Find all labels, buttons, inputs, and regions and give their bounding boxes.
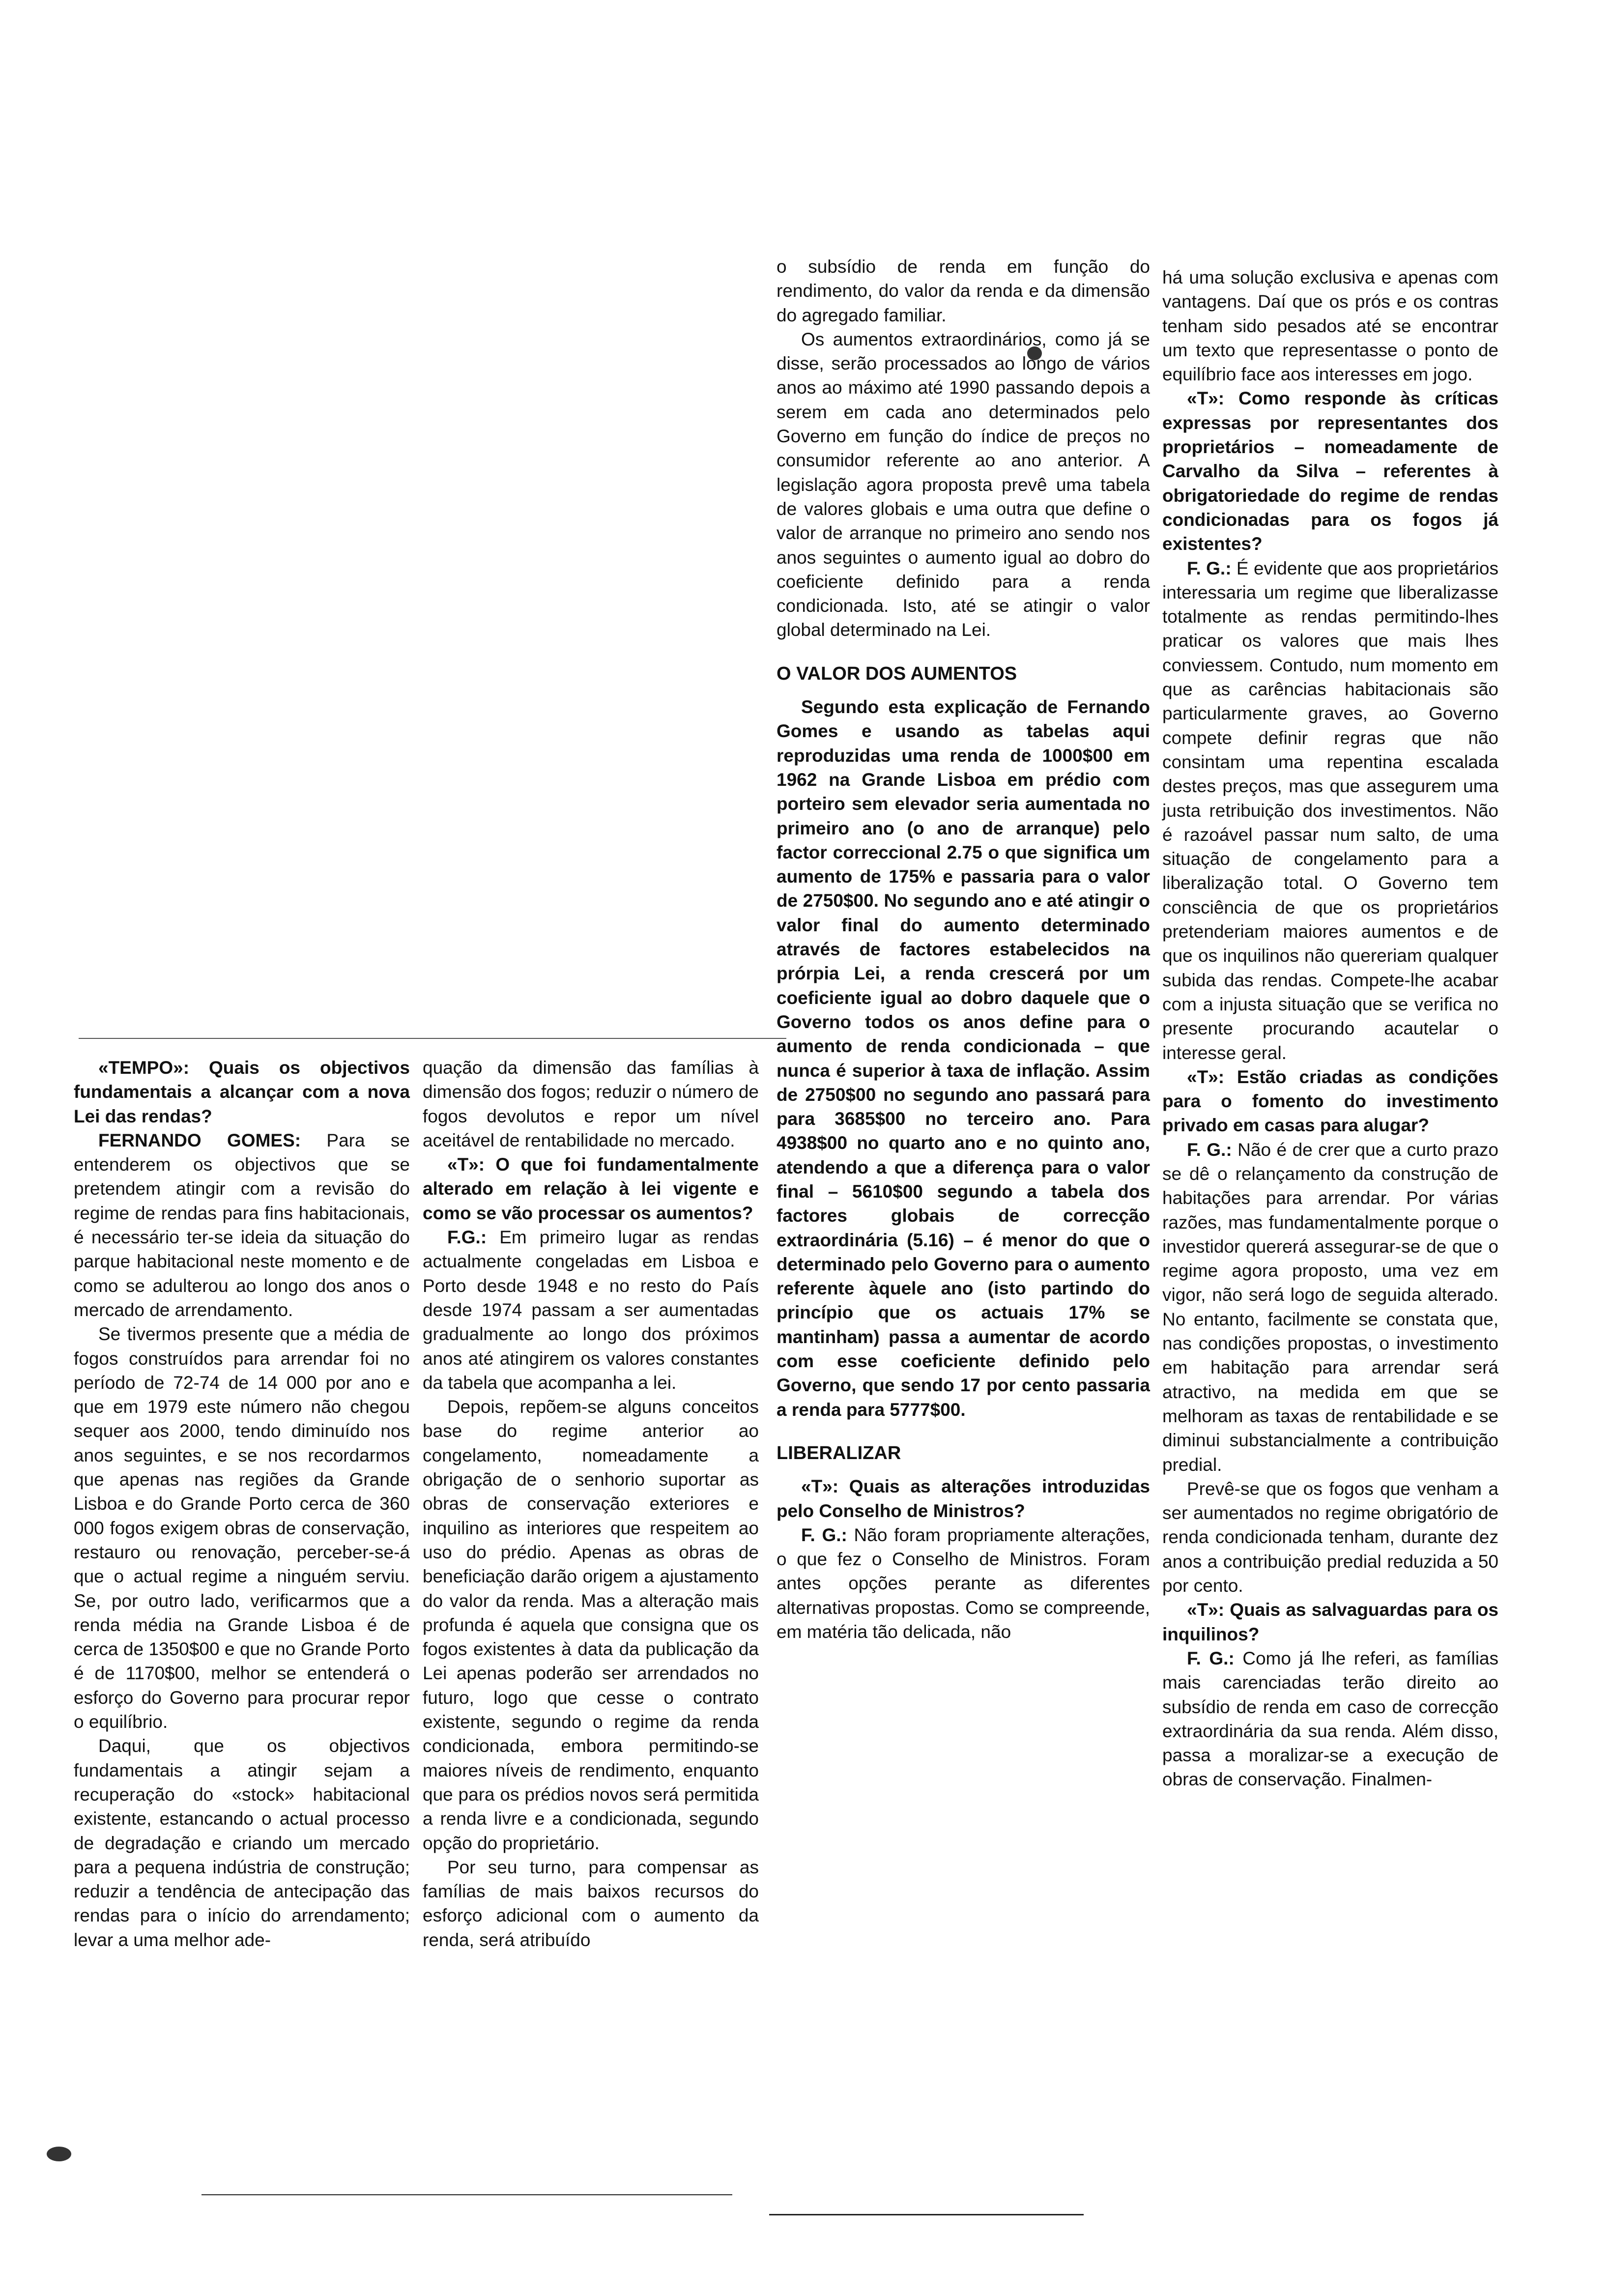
answer-text: Não foram propriamente alterações, o que fez o Conselho de Ministros. Foram antes opções perante as diferentes alternativas propostas. Como se compreende, em matéria tão delicada, não <box>777 1524 1150 1642</box>
section-heading: LIBERALIZAR <box>777 1442 901 1464</box>
article-paragraph: Segundo esta explicação de Fernando Gomes e usando as tabelas aqui reproduzidas uma renda de 1000$00 em 1962 na Grande Lisboa em prédio com porteiro sem elevador seria aumentada no primeiro ano (o ano de arranque) pelo factor correccional 2.75 o que significa um aumento de 175% e passaria para o valor de 2750$00. No segundo ano e até atingir o valor final do aumento determinado através de factores estabelecidos na prórpia Lei, a renda crescerá por um coeficiente igual ao dobro daquele que o Governo todos os anos define para o aumento de renda condicionada – que nunca é superior à taxa de inflação. Assim de 2750$00 no segundo ano passará para para 3685$00 no terceiro ano. Para 4938$00 no quarto ano e no quinto ano, atendendo a que a diferença para o valor final – 5610$00 segundo a tabela dos factores globais de correcção extraordinária (5.16) – é menor do que o determinado pelo Governo para o aumento referente àquele ano (isto partindo do princípio que os actuais 17% se mantinham) passa a aumentar de acordo com esse coeficiente definido pelo Governo, que sendo 17 por cento passaria a renda para 5777$00. <box>777 697 1150 1420</box>
article-paragraph <box>777 1523 1150 1644</box>
interview-question: «T»: Como responde às críticas expressas por representantes dos proprietários – nomeadamente de Carvalho da Silva – referentes à obrigatoriedade do regime de rendas condicionadas para os fogos já existentes? <box>1162 388 1498 554</box>
speaker-label: F. G.: <box>1187 1648 1235 1668</box>
interview-question: «T»: Quais as salvaguardas para os inquilinos? <box>1162 1600 1498 1644</box>
section-heading: O VALOR DOS AUMENTOS <box>777 663 1017 684</box>
answer-text: Para se entenderem os objectivos que se pretendem atingir com a revisão do regime de rendas para fins habitacionais, é necessário ter-se ideia da situação do parque habitacional neste momento e de como se adulterou ao longo dos anos o mercado de arrendamento. <box>74 1130 410 1320</box>
answer-text: Em primeiro lugar as rendas actualmente congeladas em Lisboa e Porto desde 1948 e no resto do País desde 1974 passam a ser aumentadas gradualmente ao longo dos próximos anos até atingirem os valores constantes da tabela que acompanha a lei. <box>423 1227 759 1393</box>
interview-question: «T»: Quais as alterações introduzidas pelo Conselho de Ministros? <box>777 1476 1150 1521</box>
scan-speck <box>47 2147 71 2161</box>
article-paragraph: quação da dimensão das famílias à dimensão dos fogos; reduzir o número de fogos devolutos e repor um nível aceitável de rentabilidade no mercado. <box>423 1058 759 1150</box>
article-column-1 <box>74 1056 410 1952</box>
article-paragraph <box>423 1225 759 1395</box>
article-paragraph: Prevê-se que os fogos que venham a ser aumentados no regime obrigatório de renda condicionada tenham, durante dez anos a contribuição predial reduzida a 50 por cento. <box>1162 1478 1498 1596</box>
article-paragraph <box>74 1128 410 1322</box>
article-paragraph <box>1162 1646 1498 1792</box>
article-paragraph: Os aumentos extraordinários, como já se disse, serão processados ao longo de vários anos ao máximo até 1990 passando depois a serem em cada ano determinados pelo Governo em função do índice de preços no consumidor referente ao ano anterior. A legislação agora proposta prevê uma tabela de valores globais e uma outra que define o valor de arranque no primeiro ano sendo nos anos seguintes o aumento igual ao dobro do coeficiente definido para a renda condicionada. Isto, até se atingir o valor global determinado na Lei. <box>777 329 1150 640</box>
article-paragraph: o subsídio de renda em função do rendimento, do valor da renda e da dimensão do agregado familiar. <box>777 257 1150 325</box>
speaker-label: F.G.: <box>447 1227 487 1248</box>
speaker-label: F. G.: <box>1187 558 1232 578</box>
article-paragraph: há uma solução exclusiva e apenas com vantagens. Daí que os prós e os contras tenham sido pesados até se encontrar um texto que representasse o ponto de equilíbrio face aos interesses em jogo. <box>1162 267 1498 385</box>
answer-text: Como já lhe referi, as famílias mais carenciadas terão direito ao subsídio de renda em caso de correcção extraordinária da sua renda. Além disso, passa a moralizar-se a execução de obras de conservação. Finalmen- <box>1162 1648 1498 1790</box>
article-paragraph: Depois, repõem-se alguns conceitos base do regime anterior ao congelamento, nomeadamente a obrigação de o senhorio suportar as obras de conservação exteriores e inquilino as interiores que respeitem ao uso do prédio. Apenas as obras de beneficiação darão origem a ajustamento do valor da renda. Mas a alteração mais profunda é aquela que consigna que os fogos existentes à data da publicação da Lei apenas poderão ser arrendados no futuro, logo que cesse o contrato existente, segundo o regime da renda condicionada, embora permitindo-se maiores níveis de rendimento, enquanto que para os prédios novos será permitida a renda livre e a condicionada, segundo opção do proprietário. <box>423 1397 759 1853</box>
article-paragraph: Se tivermos presente que a média de fogos construídos para arrendar foi no período de 72-74 de 14 000 por ano e que em 1979 este número não chegou sequer aos 2000, tendo diminuído nos anos seguintes, e se nos recordarmos que apenas nas regiões da Grande Lisboa e do Grande Porto cerca de 360 000 fogos exigem obras de conservação, restauro ou renovação, perceber-se-á que o actual regime a ninguém serviu. Se, por outro lado, verificarmos que a renda média na Grande Lisboa é de cerca de 1350$00 e que no Grande Porto é de 1170$00, melhor se entenderá o esforço do Governo para procurar repor o equilíbrio. <box>74 1324 410 1732</box>
article-column-2 <box>423 1056 759 1952</box>
speaker-label: FERNANDO GOMES: <box>98 1130 301 1150</box>
column-rule-top <box>79 1038 786 1039</box>
interview-question: «TEMPO»: Quais os objectivos fundamentais a alcançar com a nova Lei das rendas? <box>74 1058 410 1126</box>
interview-question: «T»: O que foi fundamentalmente alterado em relação à lei vigente e como se vão processar os aumentos? <box>423 1154 759 1223</box>
column-rule-bottom-col3 <box>769 2214 1084 2215</box>
article-paragraph <box>1162 1138 1498 1477</box>
answer-text: Não é de crer que a curto prazo se dê o relançamento da construção de habitações para arrendar. Por várias razões, mas fundamentalmente porque o investidor quererá assegurar-se de que o regime agora proposto, uma vez em vigor, não será logo de seguida alterado. No entanto, facilmente se constata que, nas condições propostas, o investimento em habitação para arrendar será atractivo, na medida em que se melhoram as taxas de rentabilidade e se diminui substancialmente a contribuição predial. <box>1162 1139 1498 1475</box>
speaker-label: F. G.: <box>1187 1139 1232 1160</box>
interview-question: «T»: Estão criadas as condições para o fomento do investimento privado em casas para alugar? <box>1162 1066 1498 1136</box>
column-rule-bottom-col1 <box>202 2194 732 2195</box>
article-paragraph <box>1162 556 1498 1065</box>
article-column-3 <box>777 255 1150 1644</box>
article-paragraph: Daqui, que os objectivos fundamentais a atingir sejam a recuperação do «stock» habitacional existente, estancando o actual processo de degradação e criando um mercado para a pequena indústria de construção; reduzir a tendência de antecipação das rendas para o início do arrendamento; levar a uma melhor ade- <box>74 1736 410 1950</box>
article-paragraph: Por seu turno, para compensar as famílias de mais baixos recursos do esforço adicional com o aumento da renda, será atribuído <box>423 1857 759 1950</box>
speaker-label: F. G.: <box>801 1524 847 1545</box>
answer-text: É evidente que aos proprietários interessaria um regime que liberalizasse totalmente as rendas permitindo-lhes praticar os valores que mais lhes conviessem. Contudo, num momento em que as carências habitacionais são particularmente graves, ao Governo compete definir regras que não consintam uma repentina escalada destes preços, mas que assegurem uma justa retribuição dos investimentos. Não é razoável passar num salto, de uma situação de congelamento para a liberalização total. O Governo tem consciência de que os proprietários pretenderiam maiores aumentos e de que os inquilinos não quereriam qualquer subida das rendas. Compete-lhe acabar com a injusta situação que se verifica no presente procurando acautelar o interesse geral. <box>1162 558 1498 1063</box>
article-column-4 <box>1162 265 1498 1792</box>
